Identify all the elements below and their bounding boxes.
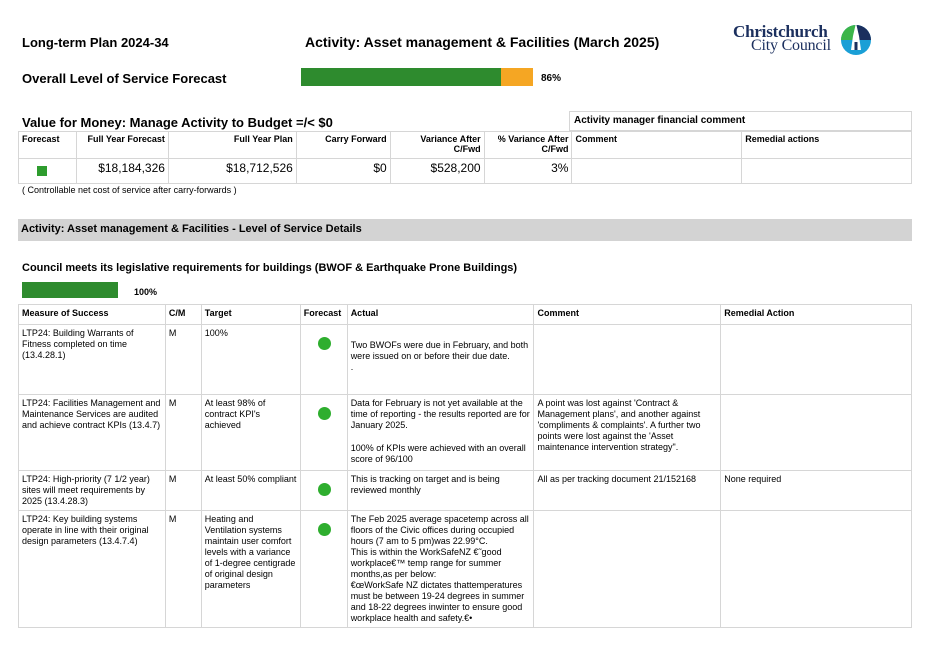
plan-title: Long-term Plan 2024-34 bbox=[22, 35, 169, 50]
forecast-cell bbox=[300, 395, 347, 471]
full-year-forecast-value: $18,184,326 bbox=[76, 159, 168, 184]
col-comment: Comment bbox=[572, 132, 742, 159]
cost-note: ( Controllable net cost of service after carry-forwards ) bbox=[22, 185, 237, 195]
actual-line: Two BWOFs were due in February, and both were issued on or before their due date. bbox=[350, 340, 529, 361]
target-cell: Heating and Ventilation systems maintain user comfort levels with a variance of 1-degree centigrade of original design parameters bbox=[201, 511, 300, 628]
measure-cell: LTP24: Building Warrants of Fitness completed on time (13.4.28.1) bbox=[19, 325, 166, 395]
actual-cell bbox=[347, 395, 534, 471]
forecast-cell bbox=[300, 325, 347, 395]
activity-title: Activity: Asset management & Facilities (March 2025) bbox=[305, 34, 660, 50]
col-variance: Variance After C/Fwd bbox=[390, 132, 484, 159]
comment-value bbox=[572, 159, 742, 184]
measure-cell: LTP24: Key building systems operate in line with their original design parameters (13.4.7.4) bbox=[19, 511, 166, 628]
details-header-row bbox=[19, 305, 912, 325]
cathedral-logo-icon bbox=[839, 22, 873, 56]
measure-cell: LTP24: Facilities Management and Maintenance Services are audited and achieve contract KPIs (13.4.7) bbox=[19, 395, 166, 471]
comment-cell bbox=[534, 325, 721, 395]
overall-los-bar-green bbox=[301, 68, 501, 86]
forecast-cell bbox=[300, 471, 347, 511]
section-progress-bar bbox=[22, 282, 118, 298]
comment-cell: All as per tracking document 21/152168 bbox=[534, 471, 721, 511]
actual-cell bbox=[347, 471, 534, 511]
remedial-cell: None required bbox=[721, 471, 912, 511]
cm-cell: M bbox=[165, 471, 201, 511]
overall-los-bar-orange bbox=[501, 68, 533, 86]
cm-cell: M bbox=[165, 395, 201, 471]
full-year-plan-value: $18,712,526 bbox=[168, 159, 296, 184]
remedial-cell bbox=[721, 325, 912, 395]
status-square-icon bbox=[37, 166, 47, 176]
status-dot-icon bbox=[318, 407, 331, 420]
comment-cell bbox=[534, 511, 721, 628]
col-forecast: Forecast bbox=[19, 132, 77, 159]
remedial-cell bbox=[721, 511, 912, 628]
target-cell: At least 50% compliant bbox=[201, 471, 300, 511]
carry-forward-value: $0 bbox=[296, 159, 390, 184]
comment-cell: A point was lost against 'Contract & Management plans', and another against 'compliments & complaints'. A further two points were lost against the 'Asset maintenance intervention strategy". bbox=[534, 395, 721, 471]
value-for-money-title: Value for Money: Manage Activity to Budget =/< $0 bbox=[22, 115, 333, 130]
measure-cell: LTP24: High-priority (7 1/2 year) sites will meet requirements by 2025 (13.4.28.3) bbox=[19, 471, 166, 511]
cm-cell: M bbox=[165, 325, 201, 395]
forecast-status-cell bbox=[19, 159, 77, 184]
col-target: Target bbox=[201, 305, 300, 325]
col-comment: Comment bbox=[534, 305, 721, 325]
col-carry-forward: Carry Forward bbox=[296, 132, 390, 159]
actual-line: Data for February is not yet available at the time of reporting - the results reported are for January 2025. bbox=[350, 398, 530, 430]
financial-row bbox=[19, 159, 912, 184]
overall-los-bar bbox=[301, 68, 533, 86]
actual-line: This is within the WorkSafeNZ €˜good workplace€™ temp range for summer months,as per below: bbox=[350, 547, 502, 579]
table-row bbox=[19, 511, 912, 628]
actual-cell bbox=[347, 511, 534, 628]
manager-comment-heading: Activity manager financial comment bbox=[569, 111, 912, 131]
overall-los-percent: 86% bbox=[541, 73, 562, 84]
col-remedial-actions: Remedial actions bbox=[742, 132, 912, 159]
cm-cell: M bbox=[165, 511, 201, 628]
actual-line bbox=[351, 431, 531, 443]
actual-line: This is tracking on target and is being reviewed monthly bbox=[350, 474, 500, 495]
actual-line: 100% of KPIs were achieved with an overall score of 96/100 bbox=[350, 443, 526, 464]
col-cm: C/M bbox=[165, 305, 201, 325]
target-cell: 100% bbox=[201, 325, 300, 395]
actual-line bbox=[351, 328, 531, 340]
table-row bbox=[19, 395, 912, 471]
status-dot-icon bbox=[318, 337, 331, 350]
overall-los-label: Overall Level of Service Forecast bbox=[22, 71, 227, 86]
los-details-banner: Activity: Asset management & Facilities - Level of Service Details bbox=[18, 219, 912, 241]
actual-line: The Feb 2025 average spacetemp across all floors of the Civic offices during occupied hours (7 am to 5 pm)was 22.99°C. bbox=[350, 514, 529, 546]
col-full-year-plan: Full Year Plan bbox=[168, 132, 296, 159]
variance-value: $528,200 bbox=[390, 159, 484, 184]
actual-cell bbox=[347, 325, 534, 395]
col-remedial-action: Remedial Action bbox=[721, 305, 912, 325]
section-title: Council meets its legislative requirements for buildings (BWOF & Earthquake Prone Buildings) bbox=[22, 262, 518, 274]
table-row bbox=[19, 471, 912, 511]
col-measure: Measure of Success bbox=[19, 305, 166, 325]
financial-table bbox=[18, 131, 912, 184]
logo-line1: Christchurch bbox=[733, 22, 828, 41]
actual-line: €œWorkSafe NZ dictates thattemperatures must be between 19-24 degrees in summer and 18-22 degrees inwinter to ensure good workplace health and safety.€• bbox=[350, 580, 525, 623]
col-pct-variance: % Variance After C/Fwd bbox=[484, 132, 572, 159]
financial-header-row bbox=[19, 132, 912, 159]
actual-line: . bbox=[350, 362, 354, 372]
table-row bbox=[19, 325, 912, 395]
target-cell: At least 98% of contract KPI's achieved bbox=[201, 395, 300, 471]
col-forecast: Forecast bbox=[300, 305, 347, 325]
logo-line2: City Council bbox=[751, 37, 831, 54]
forecast-cell bbox=[300, 511, 347, 628]
col-actual: Actual bbox=[347, 305, 534, 325]
col-full-year-forecast: Full Year Forecast bbox=[76, 132, 168, 159]
council-logo bbox=[733, 22, 873, 56]
pct-variance-value: 3% bbox=[484, 159, 572, 184]
status-dot-icon bbox=[318, 523, 331, 536]
remedial-value bbox=[742, 159, 912, 184]
status-dot-icon bbox=[318, 483, 331, 496]
details-table bbox=[18, 304, 912, 628]
remedial-cell bbox=[721, 395, 912, 471]
section-percent: 100% bbox=[134, 287, 158, 297]
